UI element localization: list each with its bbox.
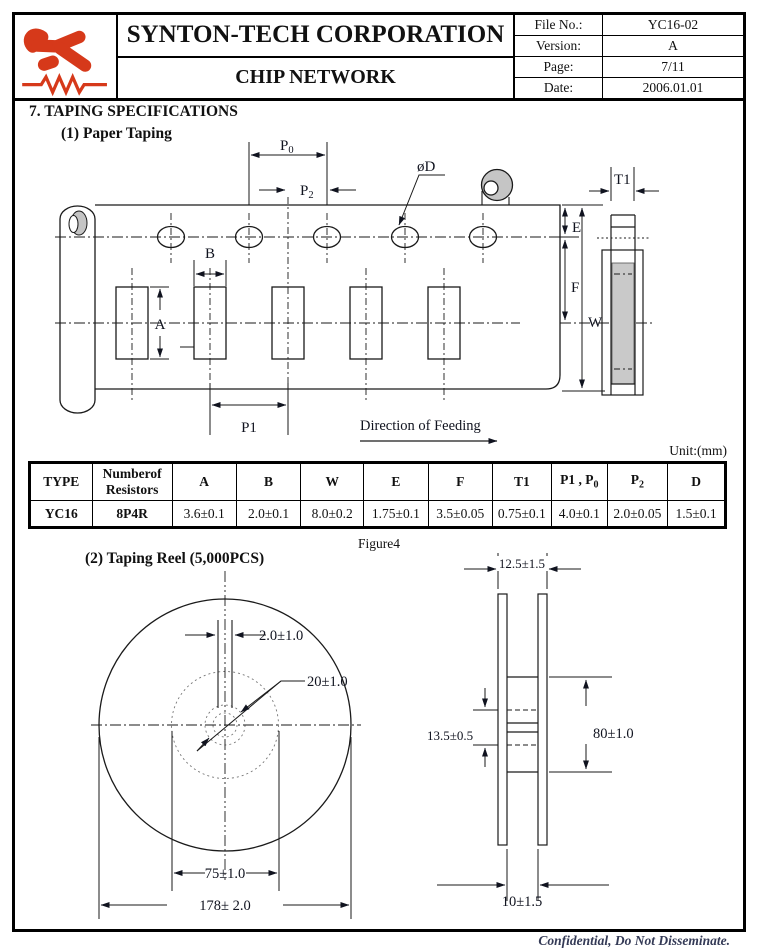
- inner-hub-width-label: 13.5±0.5: [427, 728, 474, 743]
- confidential-footer: Confidential, Do Not Disseminate.: [538, 933, 730, 948]
- cell-resistors: 8P4R: [92, 501, 172, 528]
- cell-e: 1.75±0.1: [364, 501, 429, 528]
- cell-w: 8.0±0.2: [301, 501, 364, 528]
- col-header-t1: T1: [492, 463, 551, 501]
- hub-flange-dia-label: 80±1.0: [593, 726, 634, 742]
- feeding-label: Direction of Feeding: [360, 418, 481, 434]
- col-header-type: TYPE: [30, 463, 93, 501]
- document-page: [12, 12, 746, 932]
- info-row-file: [515, 15, 743, 36]
- reel-side-view: [437, 553, 612, 901]
- e-label: E: [572, 220, 582, 236]
- dim-inner-hub-width: [473, 688, 498, 767]
- slot-width-label: 2.0±1.0: [259, 628, 304, 644]
- reel-flange-left: [498, 594, 507, 845]
- subsection-taping-reel: (2) Taping Reel (5,000PCS): [85, 550, 265, 567]
- title-cell: [118, 15, 513, 98]
- arbor-hole-label: 20±1.0: [307, 674, 348, 690]
- info-row-page: [515, 57, 743, 78]
- col-header-b: B: [236, 463, 301, 501]
- page-label: Page:: [515, 57, 603, 77]
- company-name: SYNTON-TECH CORPORATION: [118, 15, 513, 58]
- page-content: [15, 101, 743, 926]
- w-label: W: [588, 315, 603, 331]
- b-label: B: [204, 246, 216, 262]
- taping-spec-table: [28, 461, 727, 529]
- dim-hub-flange-dia: [549, 677, 612, 772]
- subsection-paper-taping: (1) Paper Taping: [61, 125, 172, 142]
- col-header-w: W: [301, 463, 364, 501]
- cell-f: 3.5±0.05: [428, 501, 492, 528]
- file-no-value: YC16-02: [647, 17, 699, 32]
- reel-dia-label: 178± 2.0: [199, 898, 251, 914]
- document-header: [15, 15, 743, 101]
- cell-p2: 2.0±0.05: [607, 501, 668, 528]
- hole-dia-leader: [399, 175, 445, 225]
- f-label: F: [571, 280, 580, 296]
- cell-b: 2.0±0.1: [236, 501, 301, 528]
- p1-label: P1: [241, 420, 257, 436]
- date-label: Date:: [515, 78, 603, 98]
- p0-label: $P_0$: [280, 138, 294, 156]
- col-header-f: F: [428, 463, 492, 501]
- cell-a: 3.6±0.1: [172, 501, 236, 528]
- col-header-p1-p0: P1 , $P_0$: [551, 463, 607, 501]
- cell-p1-p0: 4.0±0.1: [551, 501, 607, 528]
- synton-tech-logo-icon: [18, 17, 114, 97]
- col-header-d: D: [668, 463, 726, 501]
- info-row-date: [515, 78, 743, 98]
- col-header-e: E: [364, 463, 429, 501]
- hole-dia-label: øD: [417, 159, 436, 175]
- version-label: Version:: [515, 36, 603, 56]
- inner-width-label: 10±1.5: [501, 894, 543, 910]
- overall-width-label: 12.5±1.5: [498, 556, 546, 571]
- info-row-version: [515, 36, 743, 57]
- unit-note: Unit:(mm): [669, 443, 727, 458]
- t1-label: T1: [614, 172, 631, 188]
- paper-taping-drawing: [55, 142, 652, 441]
- table-data-row: [30, 501, 726, 528]
- file-no-label: File No.:: [515, 15, 603, 35]
- page-value: 7/11: [661, 59, 685, 74]
- file-info-table: [513, 15, 743, 98]
- hub-dia-label: 75±1.0: [204, 866, 246, 882]
- section-title: 7. TAPING SPECIFICATIONS: [29, 103, 238, 120]
- version-value: A: [668, 38, 678, 53]
- date-value: 2006.01.01: [642, 80, 704, 95]
- table-header-row: [30, 463, 726, 501]
- reel-flange-right: [538, 594, 547, 845]
- col-header-a: A: [172, 463, 236, 501]
- cell-type: YC16: [30, 501, 93, 528]
- figure-caption: Figure4: [358, 536, 400, 551]
- col-header-resistors: Numberof Resistors: [92, 463, 172, 501]
- p2-label: $P_2$: [300, 183, 314, 201]
- product-title: CHIP NETWORK: [235, 66, 396, 89]
- col-header-p2: $P_2$: [607, 463, 668, 501]
- logo-cell: [15, 15, 118, 98]
- cell-d: 1.5±0.1: [668, 501, 726, 528]
- tape-section-view: [589, 167, 659, 395]
- dim-arbor-hole: [197, 681, 305, 751]
- a-label: A: [154, 317, 166, 333]
- cell-t1: 0.75±0.1: [492, 501, 551, 528]
